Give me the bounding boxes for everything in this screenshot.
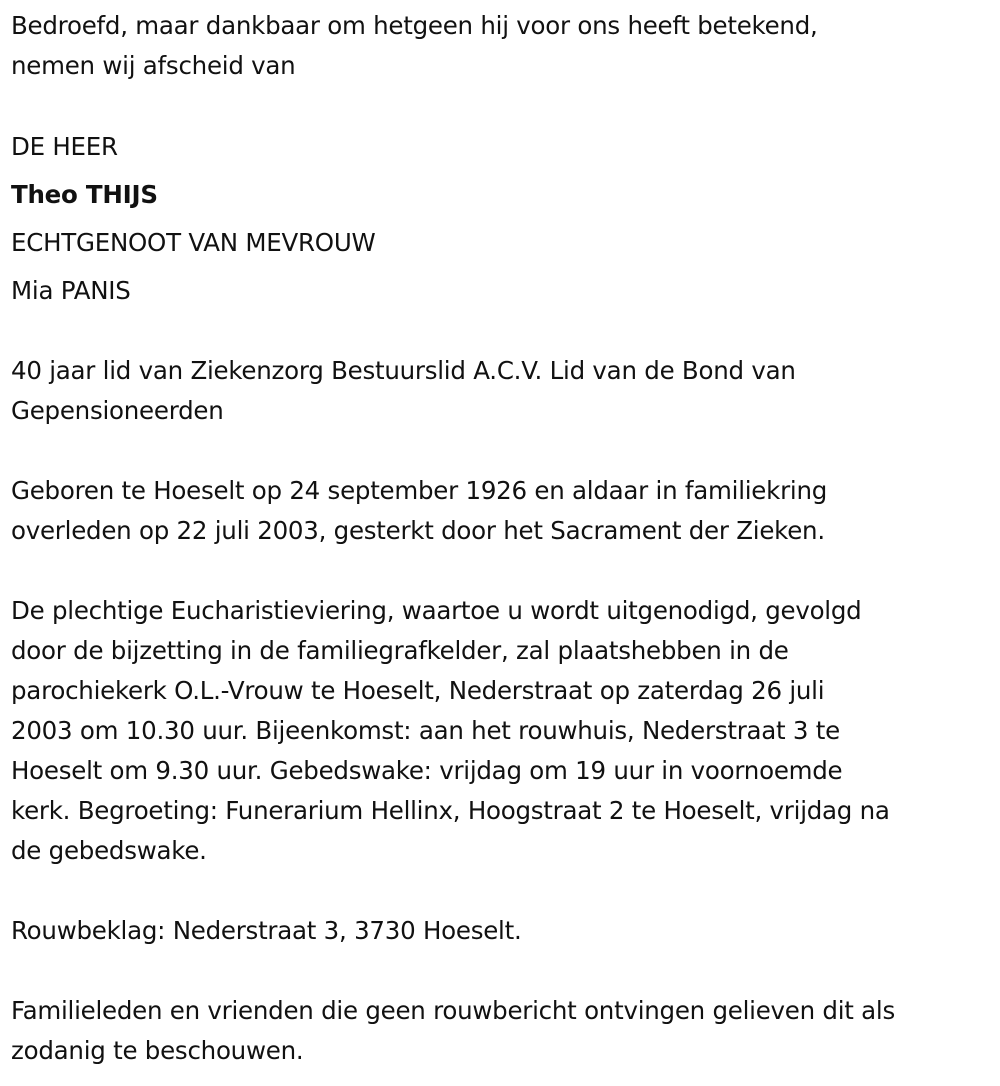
- title-prefix: DE HEER: [11, 132, 118, 161]
- birth-death-text: Geboren te Hoeselt op 24 september 1926 en aldaar in familiekring overleden op 22 juli 2003, gesterkt door het Sacrament der Zieken.: [11, 476, 828, 545]
- memberships-text: 40 jaar lid van Ziekenzorg Bestuurslid A.C.V. Lid van de Bond van Gepensioneerden: [11, 356, 796, 425]
- condolences-text: Rouwbeklag: Nederstraat 3, 3730 Hoeselt.: [11, 916, 522, 945]
- ceremony-text: De plechtige Eucharistieviering, waartoe u wordt uitgenodigd, gevolgd door de bijzetting in de familiegrafkelder, zal plaatshebben in de parochiekerk O.L.-Vrouw te Hoeselt, Nederstraat op zaterdag 26 juli 2003 om 10.30 uur. Bijeenkomst: aan het rouwhuis, Nederstraat 3 te Hoeselt om 9.30 uur. Gebedswake: vrijdag om 19 uur in voornoemde kerk. Begroeting: Funerarium Hellinx, Hoogstraat 2 te Hoeselt, vrijdag na de gebedswake.: [11, 596, 890, 865]
- spouse-name: Mia PANIS: [11, 276, 131, 305]
- deceased-name: Theo THIJS: [11, 180, 158, 209]
- intro-text: Bedroefd, maar dankbaar om hetgeen hij voor ons heeft betekend, nemen wij afscheid van: [11, 11, 818, 80]
- closing-text: Familieleden en vrienden die geen rouwbericht ontvingen gelieven dit als zodanig te beschouwen.: [11, 996, 896, 1065]
- relation-text: ECHTGENOOT VAN MEVROUW: [11, 228, 376, 257]
- obituary-notice: [11, 6, 996, 1071]
